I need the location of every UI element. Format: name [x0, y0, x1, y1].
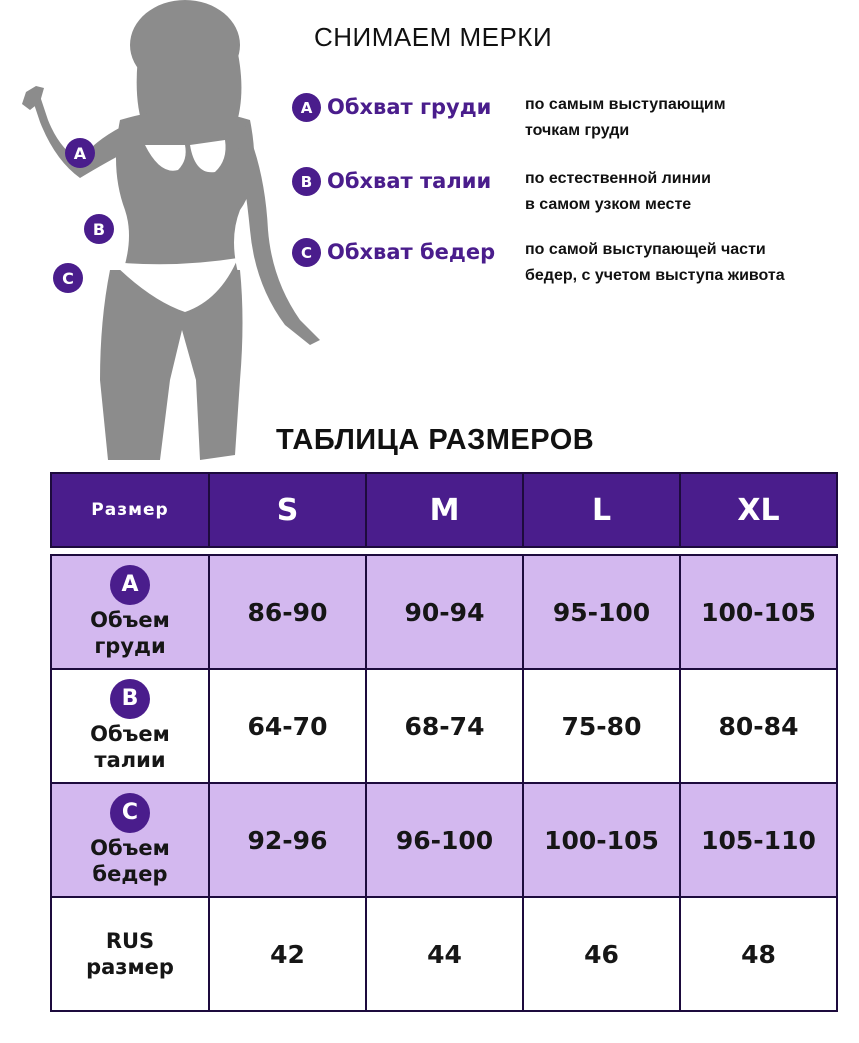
row-badge-b: B — [110, 679, 150, 719]
table-cell: 44 — [366, 897, 523, 1011]
table-cell: 100-105 — [523, 783, 680, 897]
legend-desc-line1: по самой выступающей части — [525, 241, 766, 258]
table-cell: 48 — [680, 897, 837, 1011]
table-cell: 92-96 — [209, 783, 366, 897]
row-label-cell — [51, 669, 209, 783]
header-label-cell: Размер — [51, 473, 209, 547]
row-label-line1: Объем — [90, 836, 170, 860]
table-row-chest — [51, 555, 837, 669]
legend-name: Обхват талии — [327, 169, 492, 193]
header-size-cell: XL — [680, 473, 837, 547]
row-label-line1: Объем — [90, 608, 170, 632]
row-label-cell — [51, 897, 209, 1011]
table-cell: 46 — [523, 897, 680, 1011]
table-cell: 105-110 — [680, 783, 837, 897]
row-badge-a: A — [110, 565, 150, 605]
header-size-cell: L — [523, 473, 680, 547]
row-label-line2: талии — [94, 748, 166, 772]
table-cell: 42 — [209, 897, 366, 1011]
table-cell: 95-100 — [523, 555, 680, 669]
row-badge-c: C — [110, 793, 150, 833]
row-label-line2: груди — [94, 634, 166, 658]
legend-badge-a: A — [292, 93, 321, 122]
figure-marker-a: A — [65, 138, 95, 168]
table-row-hips — [51, 783, 837, 897]
table-cell: 75-80 — [523, 669, 680, 783]
row-label-line1: RUS — [105, 929, 155, 953]
table-cell: 100-105 — [680, 555, 837, 669]
table-cell: 80-84 — [680, 669, 837, 783]
table-cell: 64-70 — [209, 669, 366, 783]
legend-desc-line2: бедер, с учетом выступа живота — [525, 267, 785, 284]
size-table-header-row — [51, 473, 837, 547]
row-label-line1: Объем — [90, 722, 170, 746]
table-row-rus-size — [51, 897, 837, 1011]
legend-desc-line2: в самом узком месте — [525, 196, 692, 213]
legend-desc-line1: по самым выступающим — [525, 96, 726, 113]
size-table — [50, 472, 838, 1012]
legend-description — [525, 166, 711, 218]
row-label-line2: бедер — [92, 862, 168, 886]
legend-description — [525, 237, 785, 289]
legend-badge-c: C — [292, 238, 321, 267]
legend-item-waist — [292, 166, 711, 218]
legend-name: Обхват груди — [327, 95, 492, 119]
row-label-line2: размер — [86, 955, 174, 979]
row-label-cell — [51, 783, 209, 897]
table-cell: 68-74 — [366, 669, 523, 783]
legend-name: Обхват бедер — [327, 240, 496, 264]
legend-desc-line1: по естественной линии — [525, 170, 711, 187]
legend-badge-b: B — [292, 167, 321, 196]
header-size-cell: M — [366, 473, 523, 547]
legend-item-hips — [292, 237, 785, 289]
figure-marker-b: B — [84, 214, 114, 244]
legend-item-chest — [292, 92, 726, 144]
table-cell: 86-90 — [209, 555, 366, 669]
header-size-cell: S — [209, 473, 366, 547]
table-cell: 96-100 — [366, 783, 523, 897]
legend-desc-line2: точкам груди — [525, 122, 630, 139]
table-row-waist — [51, 669, 837, 783]
legend-description — [525, 92, 726, 144]
size-table-title: ТАБЛИЦА РАЗМЕРОВ — [276, 424, 595, 456]
page-title: СНИМАЕМ МЕРКИ — [314, 22, 553, 52]
body-silhouette-illustration — [0, 0, 340, 470]
table-cell: 90-94 — [366, 555, 523, 669]
row-label-cell — [51, 555, 209, 669]
figure-marker-c: C — [53, 263, 83, 293]
